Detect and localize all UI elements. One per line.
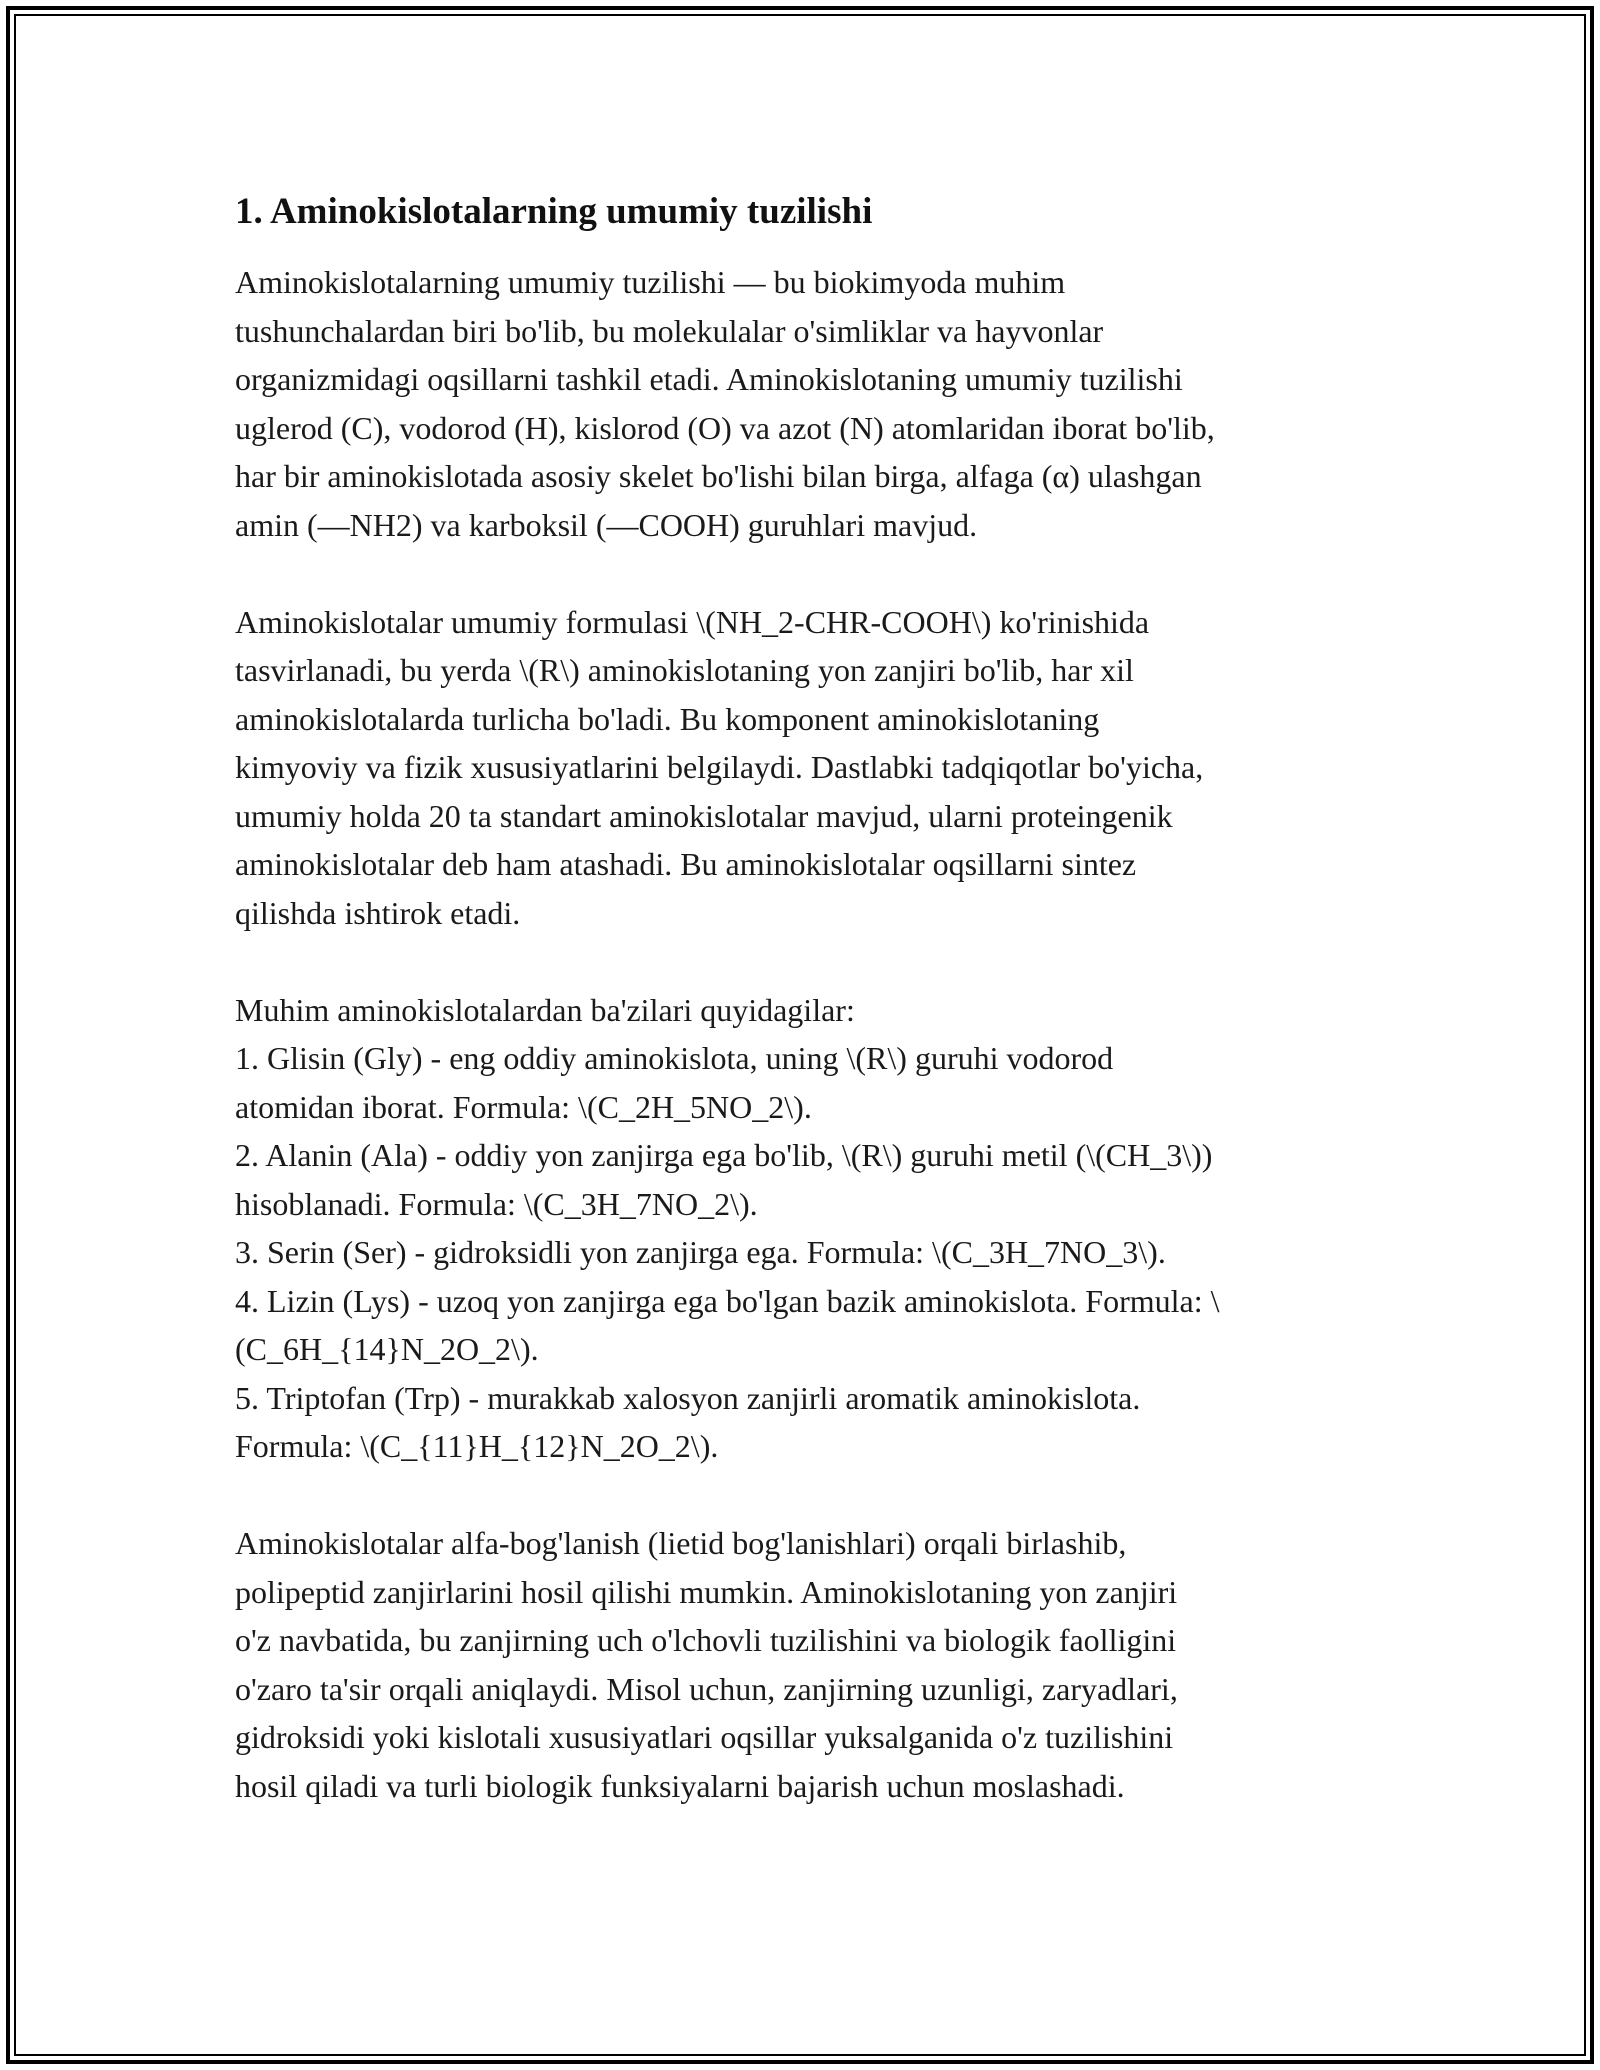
- text-line: tasvirlanadi, bu yerda \(R\) aminokislotaning yon zanjiri bo'lib, har xil: [235, 652, 1134, 688]
- text-line: hisoblanadi. Formula: \(C_3H_7NO_2\).: [235, 1185, 758, 1222]
- text-line: hosil qiladi va turli biologik funksiyalarni bajarish uchun moslashadi.: [235, 1767, 1125, 1804]
- text-line: Aminokislotalar umumiy formulasi \(NH_2-CHR-COOH\) ko'rinishida: [235, 603, 1150, 640]
- text-line: aminokislotalarda turlicha bo'ladi. Bu komponent aminokislotaning: [235, 700, 1100, 737]
- list-item: 5. Triptofan (Trp) - murakkab xalosyon zanjirli aromatik aminokislota.: [235, 1379, 1141, 1416]
- list-item: 3. Serin (Ser) - gidroksidli yon zanjirga ega. Formula: \(C_3H_7NO_3\).: [235, 1234, 1166, 1270]
- text-line: har bir aminokislotada asosiy skelet bo'lishi bilan birga, alfaga (α) ulashgan: [235, 458, 1202, 494]
- text-line: (C_6H_{14}N_2O_2\).: [235, 1331, 539, 1367]
- text-line: umumiy holda 20 ta standart aminokislotalar mavjud, ularni proteingenik: [235, 797, 1173, 834]
- text-line: aminokislotalar deb ham atashadi. Bu aminokislotalar oqsillarni sintez: [235, 846, 1137, 882]
- text-line: o'zaro ta'sir orqali aniqlaydi. Misol uchun, zanjirning uzunligi, zaryadlari,: [235, 1670, 1178, 1707]
- text-line: Muhim aminokislotalardan ba'zilari quyidagilar:: [235, 991, 855, 1028]
- text-line: polipeptid zanjirlarini hosil qilishi mumkin. Aminokislotaning yon zanjiri: [235, 1573, 1178, 1610]
- paragraph-intro: [235, 258, 1375, 549]
- paragraph-formula: [235, 598, 1375, 938]
- text-line: qilishda ishtirok etadi.: [235, 894, 521, 931]
- list-item: 4. Lizin (Lys) - uzoq yon zanjirga ega bo'lgan bazik aminokislota. Formula: \: [235, 1282, 1220, 1319]
- text-line: uglerod (C), vodorod (H), kislorod (O) va azot (N) atomlaridan iborat bo'lib,: [235, 409, 1215, 446]
- list-item: 1. Glisin (Gly) - eng oddiy aminokislota, uning \(R\) guruhi vodorod: [235, 1040, 1114, 1076]
- section-heading: 1. Aminokislotalarning umumiy tuzilishi: [235, 191, 873, 232]
- text-line: Formula: \(C_{11}H_{12}N_2O_2\).: [235, 1428, 719, 1464]
- text-line: tushunchalardan biri bo'lib, bu molekulalar o'simliklar va hayvonlar: [235, 312, 1104, 349]
- list-item: 2. Alanin (Ala) - oddiy yon zanjirga ega bo'lib, \(R\) guruhi metil (\(CH_3\)): [235, 1137, 1213, 1173]
- document-body: [235, 186, 1375, 1859]
- text-line: atomidan iborat. Formula: \(C_2H_5NO_2\).: [235, 1088, 812, 1125]
- text-line: organizmidagi oqsillarni tashkil etadi. Aminokislotaning umumiy tuzilishi: [235, 361, 1183, 397]
- text-line: o'z navbatida, bu zanjirning uch o'lchovli tuzilishini va biologik faolligini: [235, 1622, 1177, 1658]
- text-line: amin (—NH2) va karboksil (—COOH) guruhlari mavjud.: [235, 506, 978, 543]
- text-line: kimyoviy va fizik xususiyatlarini belgilaydi. Dastlabki tadqiqotlar bo'yicha,: [235, 749, 1204, 785]
- text-line: gidroksidi yoki kislotali xususiyatlari oqsillar yuksalganida o'z tuzilishini: [235, 1719, 1174, 1755]
- text-line: Aminokislotalar alfa-bog'lanish (lietid bog'lanishlari) orqali birlashib,: [235, 1525, 1127, 1561]
- paragraph-peptide-bonds: [235, 1519, 1375, 1810]
- paragraph-amino-acid-list: [235, 986, 1375, 1471]
- text-line: Aminokislotalarning umumiy tuzilishi — bu biokimyoda muhim: [235, 264, 1066, 300]
